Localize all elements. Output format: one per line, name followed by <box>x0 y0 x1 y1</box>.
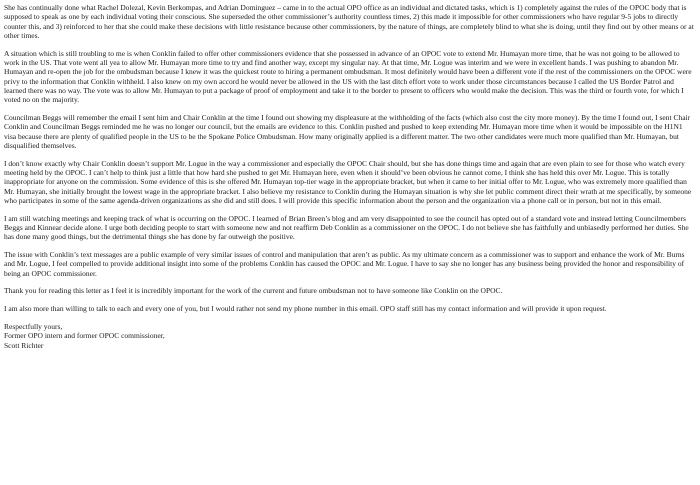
letter-paragraph-4: I don’t know exactly why Chair Conklin doesn’t support Mr. Logue in the way a commissioner and especially the OPOC Chair should, but she has done things time and again that are even plain to see for those who watch every meeting held by the OPOC. I can’t help to think just a little that how hard she pushed to get Mr. Humayan here, even when it should’ve been obvious he cannot come, I think she has held this over Mr. Logue. This is totally inappropriate for anyone on the commission. Some evidence of this is she offered Mr. Humayan top-tier wage in the appropriate bracket, but when it came to her initial offer to Mr. Logue, who was extremely more qualified than Mr. Humayan, she initially brought the lowest wage in the appropriate bracket. I also believe my resistance to Conklin during the Humayan situation is why she let public comment direct their wrath at me specifically, by someone who participates in some of the same agenda-driven organizations as she did and still does. I will provide this specific information about the person and the organization via a phone call or in person, but not in this email. <box>4 158 692 205</box>
closing-title: Former OPO intern and former OPOC commissioner, <box>4 331 165 341</box>
letter-paragraph-5: I am still watching meetings and keeping track of what is occurring on the OPOC. I learned of Brian Breen’s blog and am very disappointed to see the council has opted out of a standard vote and instead letting Councilmembers Beggs and Kinnear decide alone. I urge both deciding people to start with someone new and not reaffirm Deb Conklin as a commissioner on the OPOC. I do not believe she has faithfully and unbiasedly performed her duties. She has done many good things, but the detrimental things she has done by far outweigh the positive. <box>4 213 689 242</box>
letter-paragraph-7: Thank you for reading this letter as I feel it is incredibly important for the work of the current and future ombudsman not to have someone like Conklin on the OPOC. <box>4 286 503 296</box>
letter-paragraph-6: The issue with Conklin’s text messages are a public example of very similar issues of control and manipulation that aren’t as public. As my ultimate concern as a commissioner was to support and enhance the work of Mr. Burns and Mr. Logue, I feel compelled to provide additional insight into some of the problems Conklin has caused the OPOC and Mr. Logue. I have to say she no longer has any business being provided the honor and responsibility of being an OPOC commissioner. <box>4 250 685 278</box>
letter-paragraph-2: A situation which is still troubling to me is when Conklin failed to offer other commissioners evidence that she possessed in advance of an OPOC vote to extend Mr. Humayan more time, that he was not going to be allowed to work in the US. That vote went all yea to allow Mr. Humayan more time to try and find another way, except my singular nay. At that time, Mr. Logue was interim and we were in excellent hands. I was pushing to abandon Mr. Humayan and re-open the job for the ombudsman because I knew it was the quickest route to hiring a permanent ombudsman. It most definitely would have been a different vote if the rest of the commissioners on the OPOC were privy to the information that Conklin withheld. I also knew on my own accord he would never be allowed in the US with the last ditch effort vote to work under those circumstances because I called the US Border Patrol and learned there was no way. The vote was to allow Mr. Humayan to put a package of proof of employment and take it to the border to present to officers who would make the decision. This was the third or fourth vote, for which I voted no on the majority. <box>4 48 692 105</box>
letter-paragraph-1: She has continually done what Rachel Dolezal, Kevin Berkompas, and Adrian Dominguez – came in to the actual OPO office as an individual and dictated tasks, which is 1) completely against the rules of the OPOC body that is supposed to speak as one by each individual voting their conscious. She superseded the other commissioner’s authority countless times, 2) this made it impossible for other commissioners who have regular 9-5 jobs to directly counter this, and 3) reinforced to her that she could make these decisions with little resistance because other commissioners, by the nature of things, are completely blind to what she is doing, until they find out by other means or at other times. <box>4 3 694 40</box>
letter-paragraph-3: Councilman Beggs will remember the email I sent him and Chair Conklin at the time I found out showing my displeasure at the withholding of the facts (which also cost the city more money). By the time I found out, I sent Chair Conklin and Councilman Beggs reminded me he was no longer our council, but the emails are evidence to this. Conklin pushed and pushed to keep extending Mr. Humayan more time when it would be impossible on the H1N1 visa because there are plenty of qualified people in the US to be the Spokane Police Ombudsman. How many originally applied is a different matter. The two other candidates were much more qualified than Mr. Humayan, but disqualified themselves. <box>4 112 691 150</box>
closing-salutation: Respectfully yours, <box>4 322 63 332</box>
letter-paragraph-8: I am also more than willing to talk to each and every one of you, but I would rather not send my phone number in this email. OPO staff still has my contact information and will provide it upon request. <box>4 304 607 314</box>
closing-signature-name: Scott Richter <box>4 340 44 350</box>
letter-closing <box>4 322 696 350</box>
